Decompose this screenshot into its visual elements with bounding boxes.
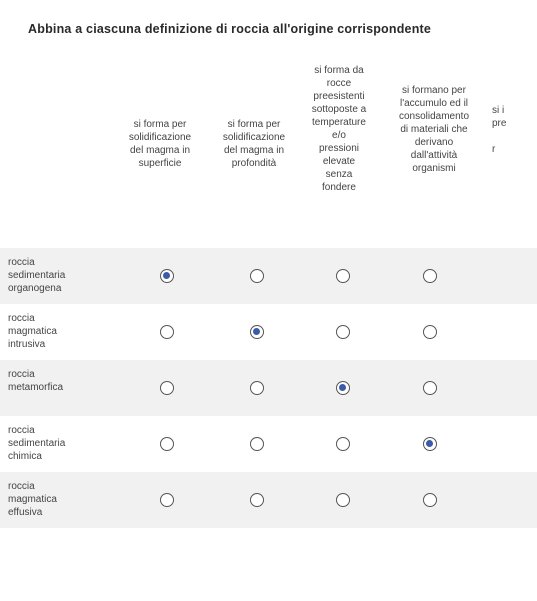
column-headers xyxy=(0,58,537,248)
radio-r4-c0[interactable] xyxy=(160,493,174,507)
radio-r4-c3[interactable] xyxy=(423,493,437,507)
radio-r0-c3[interactable] xyxy=(423,269,437,283)
radio-r2-c2[interactable] xyxy=(336,381,350,395)
radio-r4-c1[interactable] xyxy=(250,493,264,507)
radio-r1-c0[interactable] xyxy=(160,325,174,339)
radio-r3-c0[interactable] xyxy=(160,437,174,451)
radio-r3-c2[interactable] xyxy=(336,437,350,451)
radio-r3-c1[interactable] xyxy=(250,437,264,451)
radio-r1-c1[interactable] xyxy=(250,325,264,339)
column-header-profondita: si forma per solidificazione del magma in profondità xyxy=(222,119,286,169)
radio-r3-c3[interactable] xyxy=(423,437,437,451)
row-label: roccia sedimentaria organogena xyxy=(8,257,66,294)
row-label: roccia metamorfica xyxy=(8,369,64,393)
row-magmatica-intrusiva xyxy=(0,304,537,360)
row-magmatica-effusiva xyxy=(0,472,537,528)
radio-r1-c3[interactable] xyxy=(423,325,437,339)
radio-r2-c3[interactable] xyxy=(423,381,437,395)
radio-r0-c0[interactable] xyxy=(160,269,174,283)
radio-r2-c1[interactable] xyxy=(250,381,264,395)
column-header-sedimentaria: si formano per l'accumulo ed il consolidamento di materiali che derivano dall'attività organismi xyxy=(398,85,470,174)
radio-r2-c0[interactable] xyxy=(160,381,174,395)
row-label: roccia magmatica effusiva xyxy=(8,481,57,518)
row-sedimentaria-organogena xyxy=(0,248,537,304)
row-metamorfica xyxy=(0,360,537,416)
row-sedimentaria-chimica xyxy=(0,416,537,472)
radio-r1-c2[interactable] xyxy=(336,325,350,339)
row-label: roccia magmatica intrusiva xyxy=(8,313,57,350)
column-header-partial: si i pre r xyxy=(492,105,507,155)
column-header-superficie: si forma per solidificazione del magma in superficie xyxy=(128,119,192,169)
question-title: Abbina a ciascuna definizione di roccia all'origine corrispondente xyxy=(28,22,432,36)
radio-r0-c2[interactable] xyxy=(336,269,350,283)
radio-r4-c2[interactable] xyxy=(336,493,350,507)
radio-r0-c1[interactable] xyxy=(250,269,264,283)
row-label: roccia sedimentaria chimica xyxy=(8,425,66,462)
matching-grid xyxy=(0,58,537,528)
column-header-metamorfica: si forma da rocce preesistenti sottoposte a temperature e/o pressioni elevate senza fondere xyxy=(311,65,367,193)
